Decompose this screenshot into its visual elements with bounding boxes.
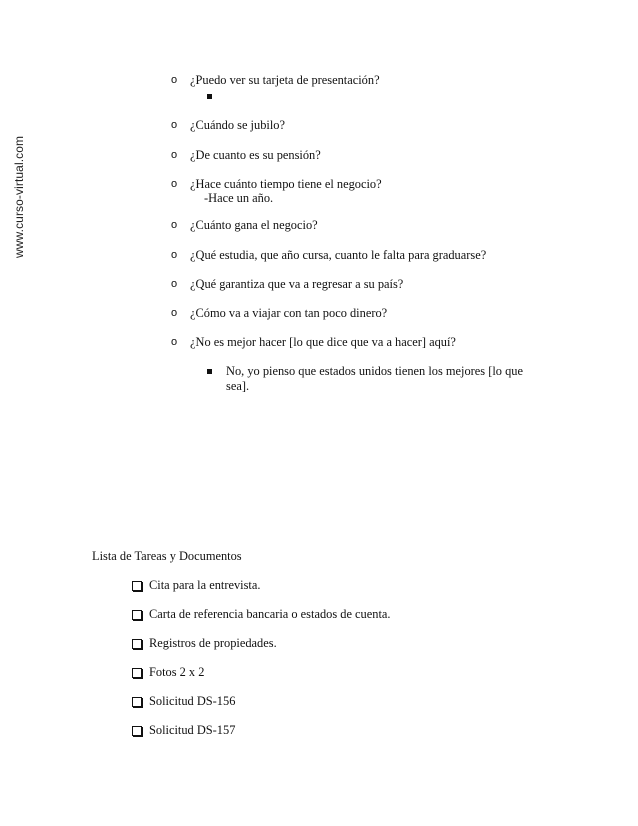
answer-text: No, yo pienso que estados unidos tienen los mejores [lo que	[226, 364, 523, 378]
question-item: ¿Cómo va a viajar con tan poco dinero?	[190, 306, 388, 320]
circle-bullet: o	[171, 119, 178, 131]
circle-bullet: o	[171, 336, 178, 348]
checkbox-icon[interactable]	[132, 697, 142, 707]
task-item: Solicitud DS-156	[149, 694, 236, 708]
square-bullet-icon	[207, 369, 212, 374]
checkbox-icon[interactable]	[132, 726, 142, 736]
circle-bullet: o	[171, 278, 178, 290]
task-item: Fotos 2 x 2	[149, 665, 205, 679]
task-item: Registros de propiedades.	[149, 636, 277, 650]
circle-bullet: o	[171, 219, 178, 231]
square-bullet-icon	[207, 94, 212, 99]
question-item: ¿Hace cuánto tiempo tiene el negocio?	[190, 177, 382, 191]
circle-bullet: o	[171, 249, 178, 261]
task-item: Solicitud DS-157	[149, 723, 236, 737]
question-item: ¿De cuanto es su pensión?	[190, 148, 321, 162]
circle-bullet: o	[171, 307, 178, 319]
answer-text: -Hace un año.	[204, 191, 274, 205]
question-item: ¿No es mejor hacer [lo que dice que va a hacer] aquí?	[190, 335, 456, 349]
side-url-watermark: www.curso-virtual.com	[12, 135, 26, 258]
circle-bullet: o	[171, 149, 178, 161]
question-item: ¿Puedo ver su tarjeta de presentación?	[190, 73, 380, 87]
task-list-heading: Lista de Tareas y Documentos	[92, 549, 242, 563]
question-item: ¿Cuándo se jubilo?	[190, 118, 285, 132]
checkbox-icon[interactable]	[132, 639, 142, 649]
checkbox-icon[interactable]	[132, 668, 142, 678]
task-item: Cita para la entrevista.	[149, 578, 261, 592]
checkbox-icon[interactable]	[132, 610, 142, 620]
circle-bullet: o	[171, 178, 178, 190]
question-item: ¿Cuánto gana el negocio?	[190, 218, 318, 232]
question-item: ¿Qué garantiza que va a regresar a su país?	[190, 277, 404, 291]
answer-text: sea].	[226, 379, 250, 393]
checkbox-icon[interactable]	[132, 581, 142, 591]
circle-bullet: o	[171, 74, 178, 86]
question-item: ¿Qué estudia, que año cursa, cuanto le falta para graduarse?	[190, 248, 487, 262]
task-item: Carta de referencia bancaria o estados de cuenta.	[149, 607, 391, 621]
